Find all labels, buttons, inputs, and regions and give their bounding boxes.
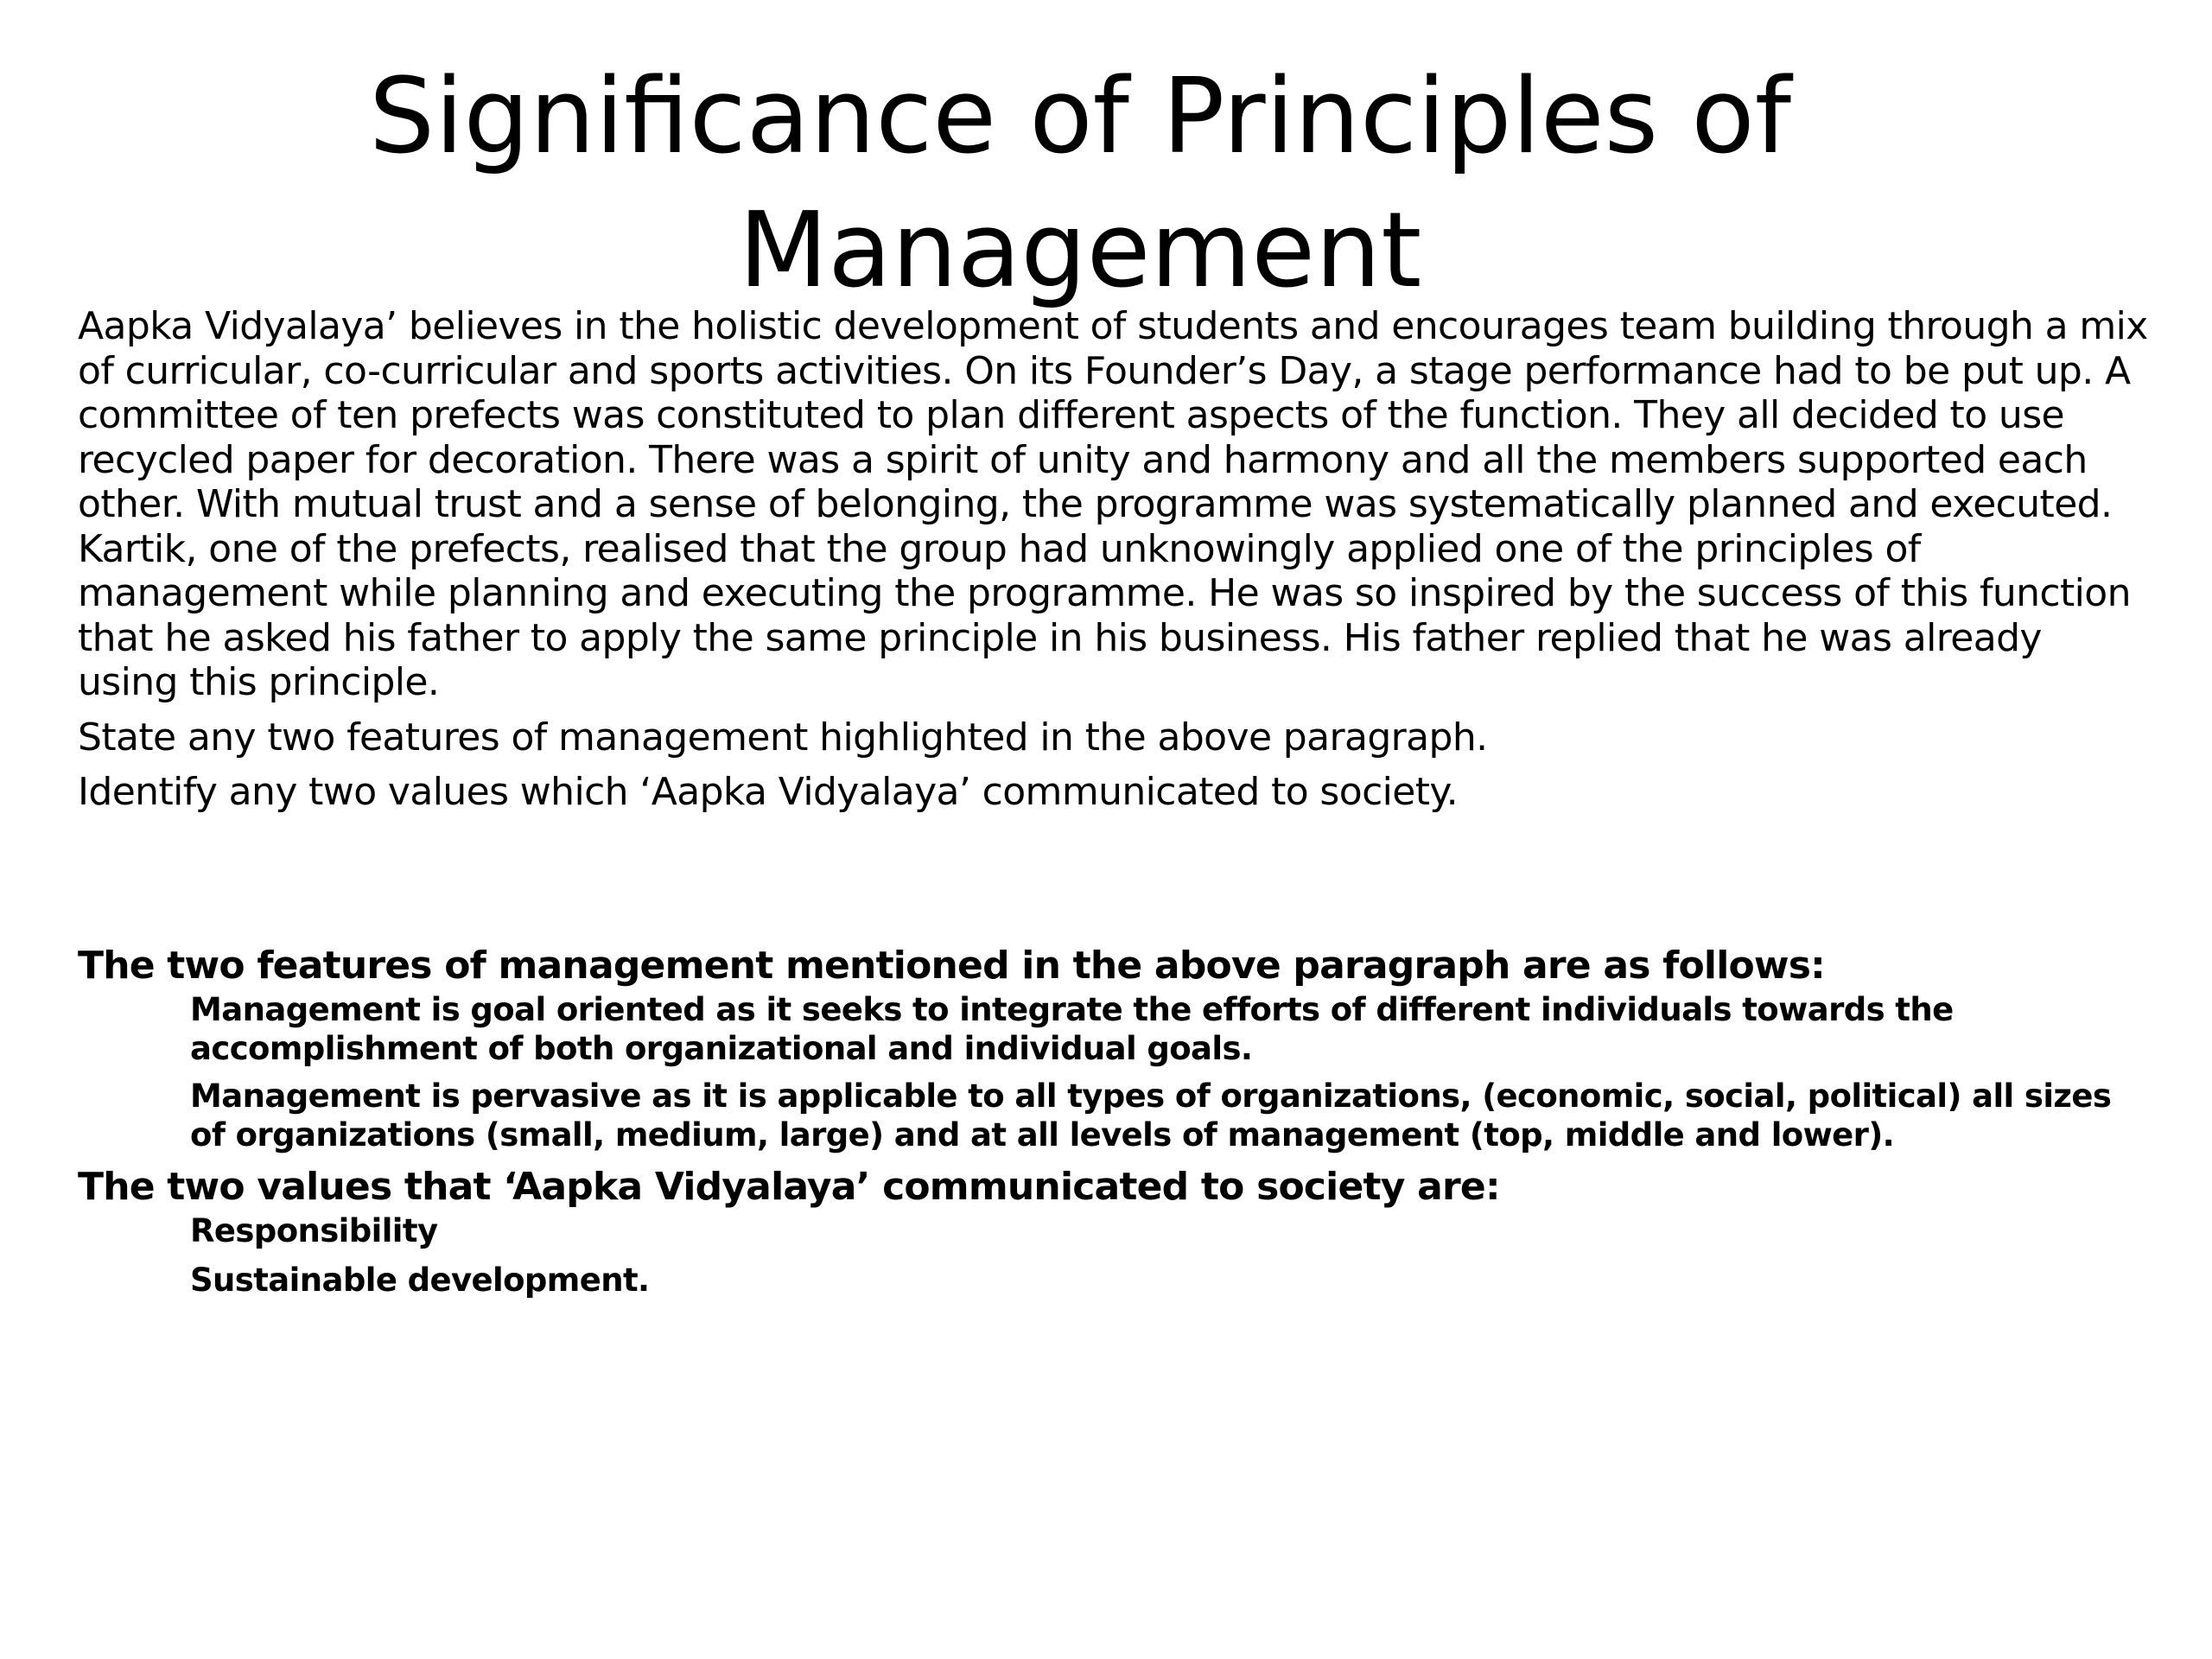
- value-item-responsibility: Responsibility: [190, 1212, 438, 1249]
- case-paragraph: Aapka Vidyalaya’ believes in the holistic development of students and encourages team building through a mix of curricular, co-curricular and sports activities. On its Founder’s Day, a stage performance had to be put up. A committee of ten prefects was constituted to plan different aspects of the function. They all decided to use recycled paper for decoration. There was a spirit of unity and harmony and all the members supported each other. With mutual trust and a sense of belonging, the programme was systematically planned and executed. Kartik, one of the prefects, realised that the group had unknowingly applied one of the principles of management while planning and executing the programme. He was so inspired by the success of this function that he asked his father to apply the same principle in his business. His father replied that he was already using this principle.: [78, 304, 2148, 704]
- answer-section: [78, 942, 2152, 1310]
- question-1: State any two features of management highlighted in the above paragraph.: [78, 715, 1488, 760]
- feature-item-pervasive: Management is pervasive as it is applicable to all types of organizations, (economic, social, political) all sizes of organizations (small, medium, large) and at all levels of management (top, middle and lower).: [190, 1077, 2112, 1154]
- values-heading: The two values that ‘Aapka Vidyalaya’ communicated to society are:: [78, 1165, 1500, 1209]
- value-item-sustainable-development: Sustainable development.: [190, 1262, 650, 1299]
- values-list: [78, 1211, 2152, 1300]
- case-study: [78, 304, 2152, 814]
- slide-title: Significance of Principles of Management: [369, 57, 1791, 311]
- feature-item-goal-oriented: Management is goal oriented as it seeks to integrate the efforts of different individuals towards the accomplishment of both organizational and individual goals.: [190, 991, 1954, 1067]
- features-list: [78, 990, 2152, 1154]
- question-2: Identify any two values which ‘Aapka Vidyalaya’ communicated to society.: [78, 769, 1458, 814]
- features-heading: The two features of management mentioned in the above paragraph are as follows:: [78, 944, 1825, 988]
